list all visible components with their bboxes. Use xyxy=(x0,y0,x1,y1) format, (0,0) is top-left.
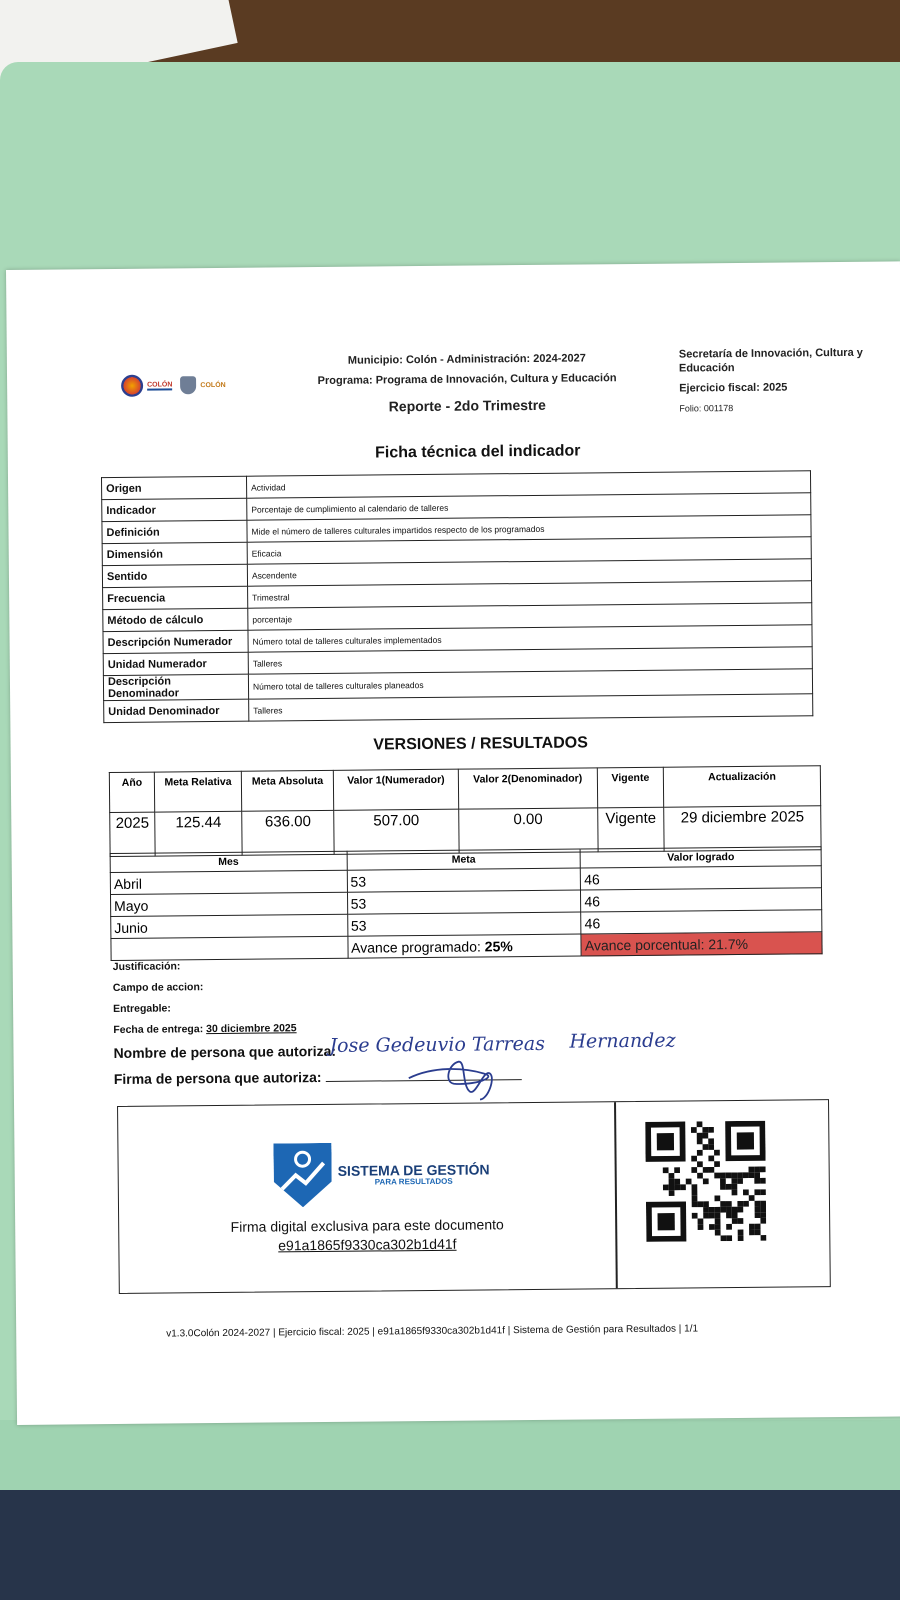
ficha-label: Dimensión xyxy=(102,542,247,565)
sgr-hash: e91a1865f9330ca302b1d41f xyxy=(278,1235,457,1254)
fecha-entrega-label: Fecha de entrega: xyxy=(113,1023,204,1037)
handwritten-name: Jose Gedeuvio Tarreas xyxy=(329,1032,546,1057)
colon-crest-text: COLÓN xyxy=(200,381,226,389)
meses-cell: 53 xyxy=(347,868,581,892)
ejercicio-text: Ejercicio fiscal: 2025 xyxy=(679,381,788,395)
header-right xyxy=(679,346,880,416)
firma-autoriza-label: Firma de persona que autoriza: xyxy=(113,1069,322,1088)
meses-cell: 53 xyxy=(347,890,581,914)
ficha-label: Descripción Numerador xyxy=(103,630,248,653)
meses-cell: 46 xyxy=(581,888,822,912)
green-folder-edge xyxy=(0,1420,900,1500)
meses-header: Mes xyxy=(110,851,347,872)
avance-programado-value: 25% xyxy=(484,937,513,954)
sgr-caption xyxy=(119,1214,615,1257)
versiones-cell: 0.00 xyxy=(458,808,597,853)
versiones-header: Valor 1(Numerador) xyxy=(334,769,459,810)
meses-header: Meta xyxy=(347,849,581,870)
ficha-label: Frecuencia xyxy=(103,586,248,609)
ficha-value: porcentaje xyxy=(248,603,812,630)
municipio-text: Municipio: Colón - Administración: 2024-2027 xyxy=(347,352,586,367)
document-page xyxy=(6,261,900,1425)
meses-header: Valor logrado xyxy=(580,847,821,868)
secretaria-text: Secretaría de Innovación, Cultura y Educación xyxy=(678,346,863,375)
box-divider xyxy=(614,1102,617,1288)
meses-cell: Mayo xyxy=(110,892,347,916)
ficha-value: Talleres xyxy=(249,694,813,721)
versiones-header: Año xyxy=(109,772,154,812)
folio-text: Folio: 001178 xyxy=(679,403,734,414)
crest-icon xyxy=(180,376,196,394)
ficha-value: Porcentaje de cumplimiento al calendario de talleres xyxy=(247,493,811,520)
avance-porcentual-cell: Avance porcentual: 21.7% xyxy=(581,932,822,956)
avance-programado-label: Avance programado: xyxy=(351,937,481,956)
ficha-label: Definición xyxy=(102,520,247,543)
justificacion-label: Justificación: xyxy=(112,960,181,974)
versiones-header: Vigente xyxy=(597,767,664,808)
versiones-cell: 636.00 xyxy=(242,810,335,855)
footer-text: v1.3.0Colón 2024-2027 | Ejercicio fiscal: 2025 | e91a1865f9330ca302b1d41f | Sistema de Gestión para Resultados | 1/1 xyxy=(166,1323,699,1340)
ficha-label: Unidad Denominador xyxy=(104,699,249,722)
ficha-value: Talleres xyxy=(248,647,812,674)
sgr-subtitle: PARA RESULTADOS xyxy=(374,1176,453,1187)
header-logos xyxy=(121,374,226,397)
meses-table xyxy=(110,846,823,961)
versiones-header: Meta Relativa xyxy=(154,771,241,812)
handwritten-surname: Hernandez xyxy=(569,1029,676,1053)
versiones-cell: 125.44 xyxy=(155,811,242,856)
versiones-header: Actualización xyxy=(664,766,821,808)
ficha-label: Origen xyxy=(101,476,246,499)
ficha-value: Mide el número de talleres culturales impartidos respecto de los programados xyxy=(247,515,811,542)
meses-cell: 46 xyxy=(581,866,822,890)
entregable-label: Entregable: xyxy=(113,1002,171,1016)
ficha-value: Número total de talleres culturales planeados xyxy=(248,669,812,699)
meses-cell: 46 xyxy=(581,910,822,934)
avance-programado-cell xyxy=(348,934,582,958)
header-center xyxy=(297,348,638,417)
ficha-label: Unidad Numerador xyxy=(103,652,248,675)
ficha-value: Eficacia xyxy=(247,537,811,564)
fecha-entrega xyxy=(113,1022,296,1036)
ficha-value: Actividad xyxy=(246,471,810,498)
sgr-caption-text: Firma digital exclusiva para este documento xyxy=(230,1216,504,1235)
campo-accion-label: Campo de accion: xyxy=(112,981,204,995)
sgr-title: SISTEMA DE GESTIÓN xyxy=(337,1160,490,1179)
versiones-table xyxy=(109,765,822,857)
qr-code-icon xyxy=(645,1121,766,1242)
programa-text: Programa: Programa de Innovación, Cultura y Educación xyxy=(317,372,617,388)
versiones-header: Meta Absoluta xyxy=(241,770,334,811)
ficha-value: Trimestral xyxy=(248,581,812,608)
ficha-label: Indicador xyxy=(102,498,247,521)
ficha-title: Ficha técnica del indicador xyxy=(374,442,581,462)
background-fabric xyxy=(0,1490,900,1600)
meses-cell: Junio xyxy=(111,914,348,938)
versiones-header: Valor 2(Denominador) xyxy=(458,768,597,809)
versiones-cell: Vigente xyxy=(597,807,664,852)
ficha-label: Sentido xyxy=(102,564,247,587)
nombre-autoriza-label: Nombre de persona que autoriza: xyxy=(113,1042,337,1062)
versiones-cell: 507.00 xyxy=(334,809,459,854)
versiones-cell: 2025 xyxy=(110,812,156,856)
shield-chart-icon xyxy=(273,1143,332,1208)
ficha-table xyxy=(101,470,813,723)
ficha-label: Método de cálculo xyxy=(103,608,248,631)
sgr-logo xyxy=(273,1141,490,1207)
versiones-title: VERSIONES / RESULTADOS xyxy=(373,734,588,754)
avance-empty-cell xyxy=(111,936,348,960)
ficha-value: Número total de talleres culturales implementados xyxy=(248,625,812,652)
reporte-title: Reporte - 2do Trimestre xyxy=(388,396,546,415)
ficha-value: Ascendente xyxy=(247,559,811,586)
colon-logo-text: COLÓN xyxy=(147,380,173,389)
ficha-label: Descripción Denominador xyxy=(103,674,248,700)
municipio-seal-icon xyxy=(121,375,143,397)
digital-signature-box xyxy=(117,1099,831,1294)
meses-cell: Abril xyxy=(110,870,347,894)
versiones-cell: 29 diciembre 2025 xyxy=(664,806,821,852)
meses-cell: 53 xyxy=(347,912,581,936)
fecha-entrega-value: 30 diciembre 2025 xyxy=(206,1022,297,1036)
handwritten-signature xyxy=(404,1055,514,1102)
